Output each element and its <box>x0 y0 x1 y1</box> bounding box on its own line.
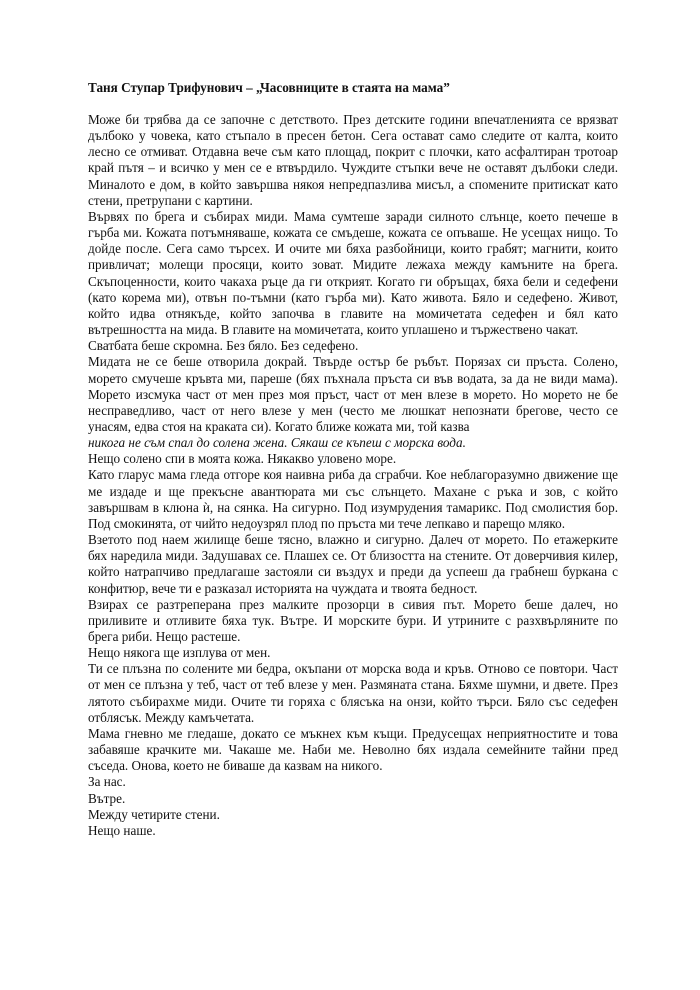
paragraph-inside: Вътре. <box>88 790 126 806</box>
document-title: Таня Ступар Трифунович – „Часовниците в стаята на мама” <box>88 80 450 95</box>
paragraph-shell-cut: Мидата не се беше отворила докрай. Твърде остър бе ръбът. Порязах си пръста. Солено, морето смучеше кръвта ми, пареше (бях пъхнала пръста си във водата, за да не види мама). Морето изсмука част от мен през моя пръст, част от мен влезе в морето. Но морето не бе несправедливо, част от него влезе у мен (често ме люшкат непознати брегове, често се унасям, едва стоя на краката си). Когато ближе кожата ми, той казва <box>88 354 618 434</box>
paragraph-windows: Взирах се разтреперана през малките прозорци в сивия път. Морето беше далеч, но приливите и отливите бяха тук. Вътре. И морските бури. И утрините с разхвърляните по брега риби. Нещо растеше. <box>88 596 618 644</box>
paragraph-wedding: Сватбата беше скромна. Без бяло. Без седефено. <box>88 338 359 354</box>
paragraph-shore: Вървях по брега и събирах миди. Мама сумтеше заради силното слънце, което печеше в гърба ми. Кожата потъмняваше, кожата се смъдеше, кожата се опъваше. Не усещах нищо. То дойде после. Сега само търсех. И очите ми бяха разбойници, които грабят; магнити, които привличат; молещи просяци, които зоват. Мидите лежаха между камъните на брега. Скъпоценности, които чакаха ръце да ги открият. Когато ги обръщах, бяха бели и седефени (като корема ми), отвън по-тъмни (като гърба ми). Като живота. Бяло и седефено. Живот, който идва отнякъде, който започва в главите на момичетата седефен и бял като вътрешността на мида. В главите на момичетата, които уплашено и тържествено чакат. <box>88 208 618 338</box>
paragraph-birth: Ти се плъзна по солените ми бедра, окъпани от морска вода и кръв. Отново се повтори. Част от мен се плъзна у теб, част от теб влезе у мен. Размяната стана. Бяхме шумни, и двете. През лятото събирахме миди. Очите ти горяха с блясъка на онзи, който търси. Бяло със седефен отблясък. Между камъчетата. <box>88 661 618 725</box>
paragraph-rented-flat: Взетото под наем жилище беше тясно, влажно и сигурно. Далеч от морето. По етажерките бях наредила миди. Задушавах се. Плашех се. От близостта на стените. От доверчивия килер, който натрапчиво предлагаше застояли си въздух и преди да успееш да грабнеш буркана с конфитюр, вече ти е разказал историята на чуждата и твоята бедност. <box>88 532 618 596</box>
paragraph-ours: Нещо наше. <box>88 822 156 838</box>
paragraph-seagull: Като гларус мама гледа отгоре коя наивна риба да сграбчи. Кое неблагоразумно движение ще ме издаде и ще прекъсне авантюрата ми със слънцето. Махане с ръка и зов, с който завършвам в клюна ѝ, на сянка. На сигурно. Под изумрудения тамарикс. Под смолистия бор. Под смокинята, от чийто недоузрял плод по пръста ми тече лепкаво и парещо мляко. <box>88 467 618 531</box>
document-page <box>88 80 618 839</box>
paragraph-four-walls: Между четирите стени. <box>88 806 220 822</box>
paragraph-for-us: За нас. <box>88 774 126 790</box>
paragraph-emerge: Нещо някога ще изплува от мен. <box>88 645 271 661</box>
paragraph-salty-skin: Нещо солено спи в моята кожа. Някакво уловено море. <box>88 451 397 467</box>
paragraph-childhood: Може би трябва да се започне с детството. През детските години впечатленията се врязват дълбоко у човека, като стъпало в пресен бетон. Сега остават само следите от калта, които лесно се отмиват. Отдавна вече съм като площад, покрит с плочки, като асфалтиран тротоар край пътя – и всичко у мен се е втвърдило. Чуждите стъпки вече не оставят дълбоки следи. Миналото е дом, в който завършва някоя непредпазлива мисъл, а спомените притискат като стени, претрупани с картини. <box>88 112 618 208</box>
paragraph-italic-quote: никога не съм спал до солена жена. Сякаш се къпеш с морска вода. <box>88 435 466 451</box>
paragraph-mother-anger: Мама гневно ме гледаше, докато се мъкнех към къщи. Предусещах неприятностите и това забавяше крачките ми. Чакаше ме. Наби ме. Неволно бях издала семейните тайни пред съседа. Онова, което не биваше да казвам на никого. <box>88 725 618 774</box>
